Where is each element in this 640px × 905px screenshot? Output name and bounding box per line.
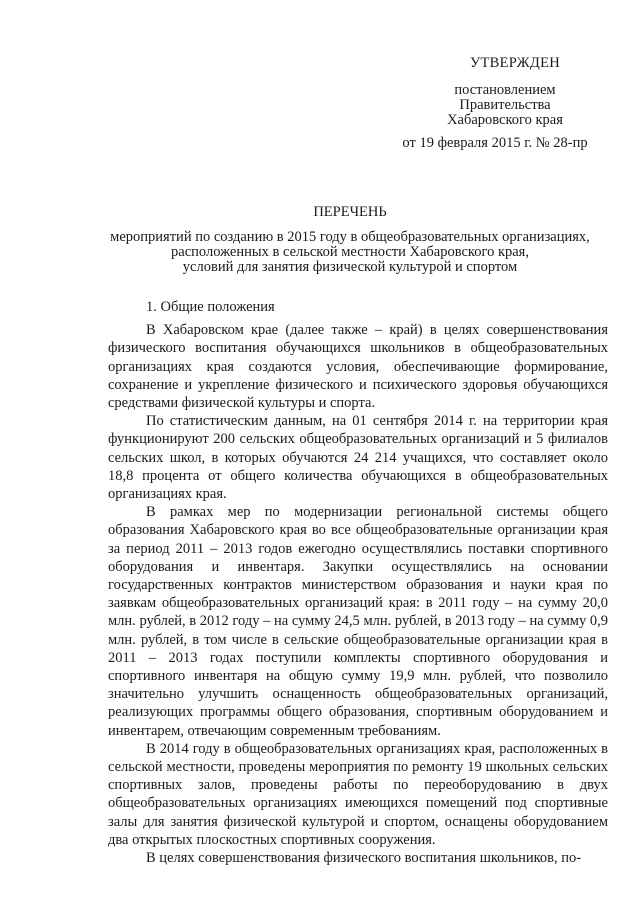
document-subtitle-line-1: мероприятий по созданию в 2015 году в общеобразовательных организациях, [110, 229, 590, 245]
paragraph: В Хабаровском крае (далее также – край) в целях совершенствования физического воспитания обучающихся школьников в общеобразовательных организациях края создаются условия, обеспечивающие формирование, сохранение и укрепление физического и психического здоровья обучающихся средствами физической культуры и спорта. [108, 322, 608, 412]
document-subtitle-line-2: расположенных в сельской местности Хабаровского края, [171, 244, 529, 260]
document-title: ПЕРЕЧЕНЬ [313, 204, 387, 220]
paragraph: В целях совершенствования физического воспитания школьников, по- [146, 850, 582, 867]
approval-date: от 19 февраля 2015 г. № 28-пр [402, 135, 588, 151]
document-body [108, 298, 608, 867]
approval-line-1: постановлением [454, 82, 556, 98]
paragraph: В 2014 году в общеобразовательных организациях края, расположенных в сельской местности, проведены мероприятия по ремонту 19 школьных сельских спортивных залов, проведены работы по переоборудованию в двух общеобразовательных организациях имеющихся помещений под спортивные залы для занятия физической культурой и спортом, оснащены оборудованием два открытых плоскостных спортивных сооружения. [108, 740, 608, 848]
approval-block [400, 56, 610, 151]
document-heading [90, 205, 610, 275]
paragraph: В рамках мер по модернизации региональной системы общего образования Хабаровского края во все общеобразовательные организации края за период 2011 – 2013 годов ежегодно осуществлялись поставки спортивного оборудования и инвентаря. Закупки осуществлялись на основании государственных контрактов министерством образования и науки края по заявкам общеобразовательных организаций края: в 2011 году – на сумму 20,0 млн. рублей, в 2012 году – на сумму 24,5 млн. рублей, в 2013 году – на сумму 0,9 млн. рублей, в том числе в сельские общеобразовательные организации края в 2011 – 2013 годах поступили комплекты спортивного оборудования и спортивного инвентаря на общую сумму 19,9 млн. рублей, что позволило значительно улучшить оснащенность общеобразовательных организаций, реализующих программы общего образования, спортивным оборудованием и инвентарем, отвечающим современным требованиям. [108, 504, 608, 739]
document-subtitle-line-3: условий для занятия физической культурой и спортом [182, 259, 518, 275]
approval-stamp: УТВЕРЖДЕН [469, 55, 561, 71]
paragraph: По статистическим данным, на 01 сентября 2014 г. на территории края функционируют 200 сельских общеобразовательных организаций и 5 филиалов сельских школ, в которых обучаются 24 214 учащихся, что составляет около 18,8 процента от общего количества обучающихся в общеобразовательных организациях края. [108, 413, 608, 503]
section-title: 1. Общие положения [146, 299, 275, 315]
approval-line-3: Хабаровского края [447, 112, 563, 128]
approval-line-2: Правительства [459, 97, 551, 113]
